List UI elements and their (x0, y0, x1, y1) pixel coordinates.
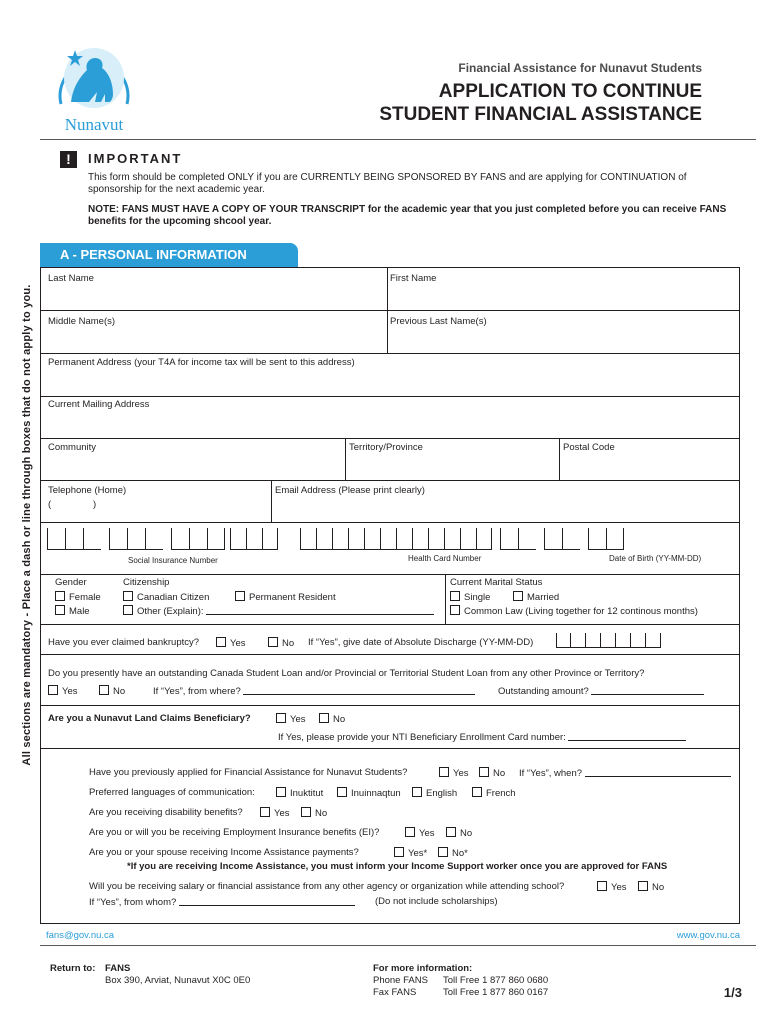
dob-label: Date of Birth (YY-MM-DD) (609, 554, 702, 563)
citizenship-other-input[interactable] (206, 605, 434, 615)
languages-question: Preferred languages of communication: (89, 787, 255, 798)
salary-no-option[interactable]: No (638, 881, 664, 893)
income-note: *If you are receiving Income Assistance, you must inform your Income Support worker once you are approved for FANS (127, 861, 668, 872)
middle-name-field[interactable]: Middle Name(s) (48, 316, 116, 327)
income-question: Are you or your spouse receiving Income Assistance payments? (89, 847, 359, 858)
mailing-address-field[interactable]: Current Mailing Address (48, 399, 150, 410)
checkbox-icon[interactable] (123, 605, 133, 615)
language-inuinnaqtun-option[interactable]: Inuinnaqtun (337, 787, 401, 799)
checkbox-icon[interactable] (276, 787, 286, 797)
checkbox-icon[interactable] (301, 807, 311, 817)
polar-bear-logo-icon (55, 36, 133, 134)
last-name-field[interactable]: Last Name (48, 273, 94, 284)
previous-fa-yes-option[interactable]: Yes (439, 767, 469, 779)
beneficiary-card-input[interactable] (568, 731, 686, 741)
gender-female-option[interactable]: Female (55, 591, 101, 603)
website-link[interactable]: www.gov.nu.ca (676, 930, 740, 941)
salary-question: Will you be receiving salary or financial assistance from any other agency or organization while attending school? (89, 881, 565, 892)
marital-single-option[interactable]: Single (450, 591, 490, 603)
bankruptcy-question: Have you ever claimed bankruptcy? (48, 637, 200, 648)
loan-yes-option[interactable]: Yes (48, 685, 78, 697)
checkbox-icon[interactable] (513, 591, 523, 601)
postal-code-field[interactable]: Postal Code (563, 442, 615, 453)
bankruptcy-followup: If “Yes”, give date of Absolute Discharge (YY-MM-DD) (308, 637, 534, 648)
checkbox-icon[interactable] (235, 591, 245, 601)
svg-text:Nunavut: Nunavut (64, 115, 124, 134)
header-divider (40, 139, 756, 140)
checkbox-icon[interactable] (216, 637, 226, 647)
checkbox-icon[interactable] (479, 767, 489, 777)
checkbox-icon[interactable] (450, 591, 460, 601)
health-card-boxes[interactable] (300, 528, 492, 550)
page-title: APPLICATION TO CONTINUE STUDENT FINANCIAL ASSISTANCE (379, 81, 702, 125)
disability-question: Are you receiving disability benefits? (89, 807, 243, 818)
loan-amount-field[interactable]: Outstanding amount? (498, 685, 704, 697)
bankruptcy-no-option[interactable]: No (268, 637, 294, 649)
telephone-field[interactable]: Telephone (Home) (48, 485, 127, 496)
side-instruction: All sections are mandatory - Place a dash or line through boxes that do not apply to you. (21, 284, 33, 766)
checkbox-icon[interactable] (446, 827, 456, 837)
header-subtitle: Financial Assistance for Nunavut Students (458, 61, 702, 75)
loan-no-option[interactable]: No (99, 685, 125, 697)
email-field[interactable]: Email Address (Please print clearly) (275, 485, 425, 496)
marital-label: Current Marital Status (450, 577, 543, 588)
checkbox-icon[interactable] (99, 685, 109, 695)
loan-where-field[interactable]: If “Yes”, from where? (153, 685, 475, 697)
phone-paren-close: ) (93, 499, 97, 510)
checkbox-icon[interactable] (638, 881, 648, 891)
nunavut-logo (55, 36, 133, 134)
gender-male-option[interactable]: Male (55, 605, 90, 617)
marital-married-option[interactable]: Married (513, 591, 559, 603)
citizenship-other-option[interactable]: Other (Explain): (123, 605, 434, 617)
bankruptcy-yes-option[interactable]: Yes (216, 637, 246, 649)
phone-paren-open: ( (48, 499, 52, 510)
income-yes-option[interactable]: Yes* (394, 847, 427, 859)
dob-boxes[interactable] (500, 528, 624, 550)
checkbox-icon[interactable] (394, 847, 404, 857)
previous-last-name-field[interactable]: Previous Last Name(s) (390, 316, 487, 327)
checkbox-icon[interactable] (337, 787, 347, 797)
ei-no-option[interactable]: No (446, 827, 472, 839)
email-link[interactable]: fans@gov.nu.ca (46, 930, 115, 941)
important-icon: ! (60, 151, 77, 168)
checkbox-icon[interactable] (450, 605, 460, 615)
checkbox-icon[interactable] (439, 767, 449, 777)
salary-note: (Do not include scholarships) (375, 896, 498, 907)
important-text: This form should be completed ONLY if you are CURRENTLY BEING SPONSORED BY FANS and are applying for CONTINUATION of sponsorship for the next academic year. (88, 172, 687, 195)
sin-label: Social Insurance Number (128, 556, 218, 565)
sin-boxes-2[interactable] (230, 528, 278, 550)
checkbox-icon[interactable] (597, 881, 607, 891)
beneficiary-no-option[interactable]: No (319, 713, 345, 725)
beneficiary-question: Are you a Nunavut Land Claims Beneficiary? (48, 713, 251, 724)
contact-info: For more information: Phone FANS Fax FANS (373, 963, 473, 998)
loan-where-input[interactable] (243, 685, 475, 695)
health-card-label: Health Card Number (408, 554, 482, 563)
disability-no-option[interactable]: No (301, 807, 327, 819)
checkbox-icon[interactable] (123, 591, 133, 601)
checkbox-icon[interactable] (319, 713, 329, 723)
permanent-address-field[interactable]: Permanent Address (your T4A for income tax will be sent to this address) (48, 357, 355, 368)
checkbox-icon[interactable] (55, 591, 65, 601)
loan-amount-input[interactable] (591, 685, 704, 695)
beneficiary-card-field[interactable]: If Yes, please provide your NTI Beneficiary Enrollment Card number: (278, 731, 686, 743)
ei-yes-option[interactable]: Yes (405, 827, 435, 839)
important-title: IMPORTANT (88, 151, 183, 166)
checkbox-icon[interactable] (48, 685, 58, 695)
first-name-field[interactable]: First Name (390, 273, 437, 284)
section-title: A - PERSONAL INFORMATION (40, 243, 298, 267)
language-french-option[interactable]: French (472, 787, 516, 799)
previous-fa-when-input[interactable] (585, 767, 731, 777)
checkbox-icon[interactable] (268, 637, 278, 647)
loan-question: Do you presently have an outstanding Canada Student Loan and/or Provincial or Territorial Student Loan from any other Province or Territory? (48, 668, 645, 679)
previous-fa-question: Have you previously applied for Financial Assistance for Nunavut Students? (89, 767, 408, 778)
ei-question: Are you or will you be receiving Employment Insurance benefits (EI)? (89, 827, 380, 838)
territory-field[interactable]: Territory/Province (349, 442, 423, 453)
citizenship-permanent-option[interactable]: Permanent Resident (235, 591, 336, 603)
income-no-option[interactable]: No* (438, 847, 468, 859)
previous-fa-when-field[interactable]: If “Yes”, when? (519, 767, 731, 779)
community-field[interactable]: Community (48, 442, 97, 453)
previous-fa-no-option[interactable]: No (479, 767, 505, 779)
contact-numbers: Toll Free 1 877 860 0680 Toll Free 1 877 860 0167 (443, 975, 549, 998)
checkbox-icon[interactable] (438, 847, 448, 857)
salary-yes-option[interactable]: Yes (597, 881, 627, 893)
salary-whom-input[interactable] (179, 896, 355, 906)
salary-whom-field[interactable]: If “Yes”, from whom? (89, 896, 355, 908)
language-inuktitut-option[interactable]: Inuktitut (276, 787, 323, 799)
citizenship-canadian-option[interactable]: Canadian Citizen (123, 591, 209, 603)
sin-boxes[interactable] (47, 528, 225, 550)
checkbox-icon[interactable] (412, 787, 422, 797)
return-address: FANS Box 390, Arviat, Nunavut X0C 0E0 (105, 963, 251, 986)
beneficiary-yes-option[interactable]: Yes (276, 713, 306, 725)
checkbox-icon[interactable] (260, 807, 270, 817)
citizenship-label: Citizenship (123, 577, 170, 588)
marital-common-law-option[interactable]: Common Law (Living together for 12 continous months) (450, 605, 698, 617)
page-number: 1/3 (723, 985, 742, 1000)
discharge-date-boxes[interactable] (556, 633, 661, 648)
language-english-option[interactable]: English (412, 787, 457, 799)
disability-yes-option[interactable]: Yes (260, 807, 290, 819)
checkbox-icon[interactable] (276, 713, 286, 723)
gender-label: Gender (55, 577, 87, 588)
important-note: NOTE: FANS MUST HAVE A COPY OF YOUR TRANSCRIPT for the academic year that you just completed before you can receive FANS benefits for the upcoming shcool year. (88, 204, 727, 227)
return-label: Return to: (50, 963, 96, 974)
footer-divider (40, 945, 756, 946)
checkbox-icon[interactable] (472, 787, 482, 797)
checkbox-icon[interactable] (55, 605, 65, 615)
checkbox-icon[interactable] (405, 827, 415, 837)
